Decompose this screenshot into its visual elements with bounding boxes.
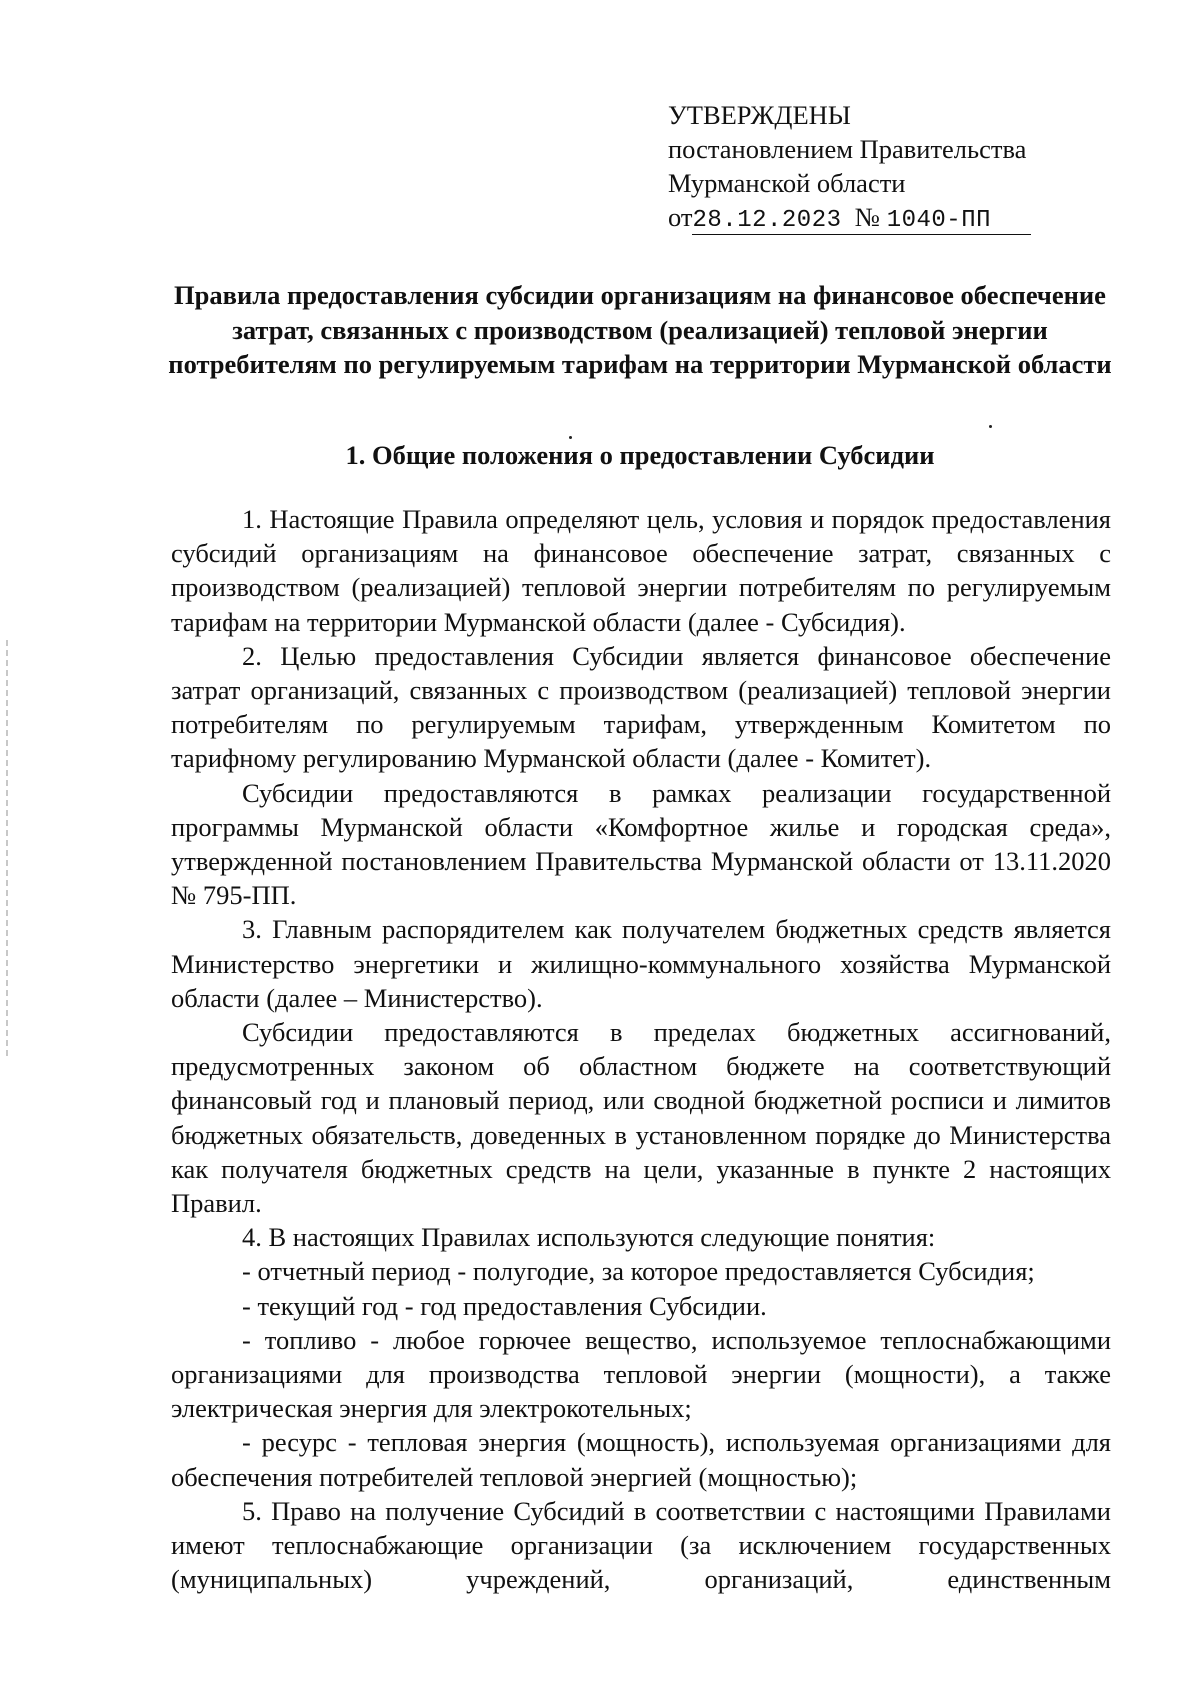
- paragraph-11: 5. Право на получение Субсидий в соответствии с настоящими Правилами имеют теплоснабжающие организации (за исключением государственных (муниципальных) учреждений, организаций, единственным: [171, 1495, 1111, 1595]
- approval-number: 1040-ПП: [886, 207, 992, 234]
- approval-number-prefix: №: [854, 202, 881, 232]
- approval-resolution-line: постановлением Правительства: [668, 134, 1027, 164]
- paragraph-4: 3. Главным распорядителем как получателем бюджетных средств является Министерство энергетики и жилищно-коммунального хозяйства Мурманской области (далее – Министерство).: [171, 914, 1111, 1013]
- scan-speck: [989, 425, 992, 428]
- approval-date-line: [668, 200, 1088, 235]
- document-body: [171, 502, 1111, 1597]
- approval-date: 28.12.2023: [692, 207, 842, 234]
- approval-number-field: [855, 204, 1031, 235]
- paragraph-9: - топливо - любое горючее вещество, используемое теплоснабжающими организациями для производства тепловой энергии (мощности), а также электрическая энергия для электрокотельных;: [171, 1324, 1111, 1424]
- scan-edge-mark: [6, 640, 8, 1060]
- paragraph-6: 4. В настоящих Правилах используются следующие понятия:: [242, 1222, 936, 1253]
- approval-date-field: [692, 204, 854, 235]
- approval-date-prefix: от: [668, 202, 693, 232]
- paragraph-8: - текущий год - год предоставления Субсидии.: [242, 1290, 767, 1321]
- paragraph-5: Субсидии предоставляются в пределах бюджетных ассигнований, предусмотренных законом об областном бюджете на соответствующий финансовый год и плановый период, или сводной бюджетной росписи и лимитов бюджетных обязательств, доведенных в установленном порядке до Министерства как получателя бюджетных средств на цели, указанные в пункте 2 настоящих Правил.: [171, 1017, 1111, 1219]
- paragraph-2: 2. Целью предоставления Субсидии является финансовое обеспечение затрат организаций, связанных с производством (реализацией) тепловой энергии потребителям по регулируемым тарифам, утвержденным Комитетом по тарифному регулированию Мурманской области (далее - Комитет).: [171, 640, 1111, 774]
- paragraph-3: Субсидии предоставляются в рамках реализации государственной программы Мурманской области «Комфортное жилье и городская среда», утвержденной постановлением Правительства Мурманской области от 13.11.2020 № 795-ПП.: [171, 777, 1111, 911]
- approval-heading: УТВЕРЖДЕНЫ: [668, 100, 851, 130]
- paragraph-7: - отчетный период - полугодие, за которое предоставляется Субсидия;: [242, 1256, 1035, 1287]
- approval-stamp-block: [668, 98, 1088, 235]
- section-heading: 1. Общие положения о предоставлении Субсидии: [345, 440, 935, 470]
- paragraph-10: - ресурс - тепловая энергия (мощность), используемая организациями для обеспечения потребителей тепловой энергией (мощностью);: [171, 1427, 1111, 1492]
- approval-region-line: Мурманской области: [668, 168, 906, 198]
- document-title: Правила предоставления субсидии организациям на финансовое обеспечение затрат, связанных с производством (реализацией) тепловой энергии потребителям по регулируемым тарифам на территории Мурманской области: [168, 280, 1112, 379]
- paragraph-1: 1. Настоящие Правила определяют цель, условия и порядок предоставления субсидий организациям на финансовое обеспечение затрат, связанных с производством (реализацией) тепловой энергии потребителям по регулируемым тарифам на территории Мурманской области (далее - Субсидия).: [171, 504, 1111, 637]
